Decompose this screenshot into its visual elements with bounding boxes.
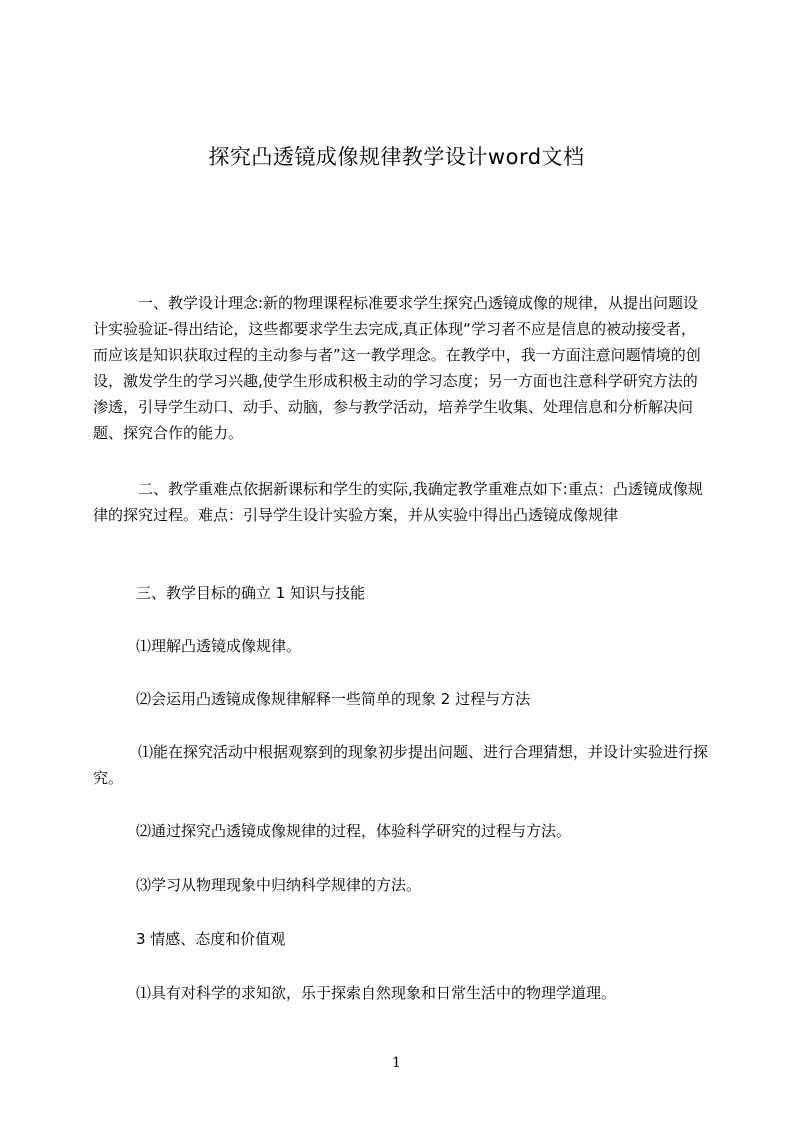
document-title: 探究凸透镜成像规律教学设计word文档 — [208, 145, 585, 169]
paragraph-objective-2-3: ⑶学习从物理现象中归纳科学规律的方法。 — [136, 876, 422, 894]
paragraph-objective-3-1: ⑴具有对科学的求知欲，乐于探索自然现象和日常生活中的物理学道理。 — [136, 984, 617, 1002]
paragraph-objective-2-2: ⑵通过探究凸透镜成像规律的过程，体验科学研究的过程与方法。 — [136, 822, 572, 840]
paragraph-objective-1-1: ⑴理解凸透镜成像规律。 — [136, 637, 302, 655]
page-number: 1 — [392, 1055, 401, 1071]
paragraph-attitude-heading: 3 情感、态度和价值观 — [136, 930, 286, 948]
paragraph-objective-1-2: ⑵会运用凸透镜成像规律解释一些简单的现象 2 过程与方法 — [136, 690, 531, 708]
paragraph-objective-2-1: ⑴能在探究活动中根据观察到的现象初步提出问题、进行合理猜想，并设计实验进行探究。 — [93, 743, 709, 787]
paragraph-key-difficult-points: 二、教学重难点依据新课标和学生的实际,我确定教学重难点如下:重点：凸透镜成像规律的探究过程。难点：引导学生设计实验方案，并从实验中得出凸透镜成像规律 — [93, 480, 703, 524]
paragraph-objectives-heading: 三、教学目标的确立 1 知识与技能 — [136, 584, 366, 602]
paragraph-design-concept: 一、教学设计理念:新的物理课程标准要求学生探究凸透镜成像的规律，从提出问题设计实验验证-得出结论，这些都要求学生去完成,真正体现“学习者不应是信息的被动接受者，而应该是知识获取过程的主动参与者”这一教学理念。在教学中，我一方面注意问题情境的创设，激发学生的学习兴趣,使学生形成积极主动的学习态度；另一方面也注意科学研究方法的渗透，引导学生动口、动手、动脑，参与教学活动，培养学生收集、处理信息和分析解决问题、探究合作的能力。 — [93, 294, 701, 442]
